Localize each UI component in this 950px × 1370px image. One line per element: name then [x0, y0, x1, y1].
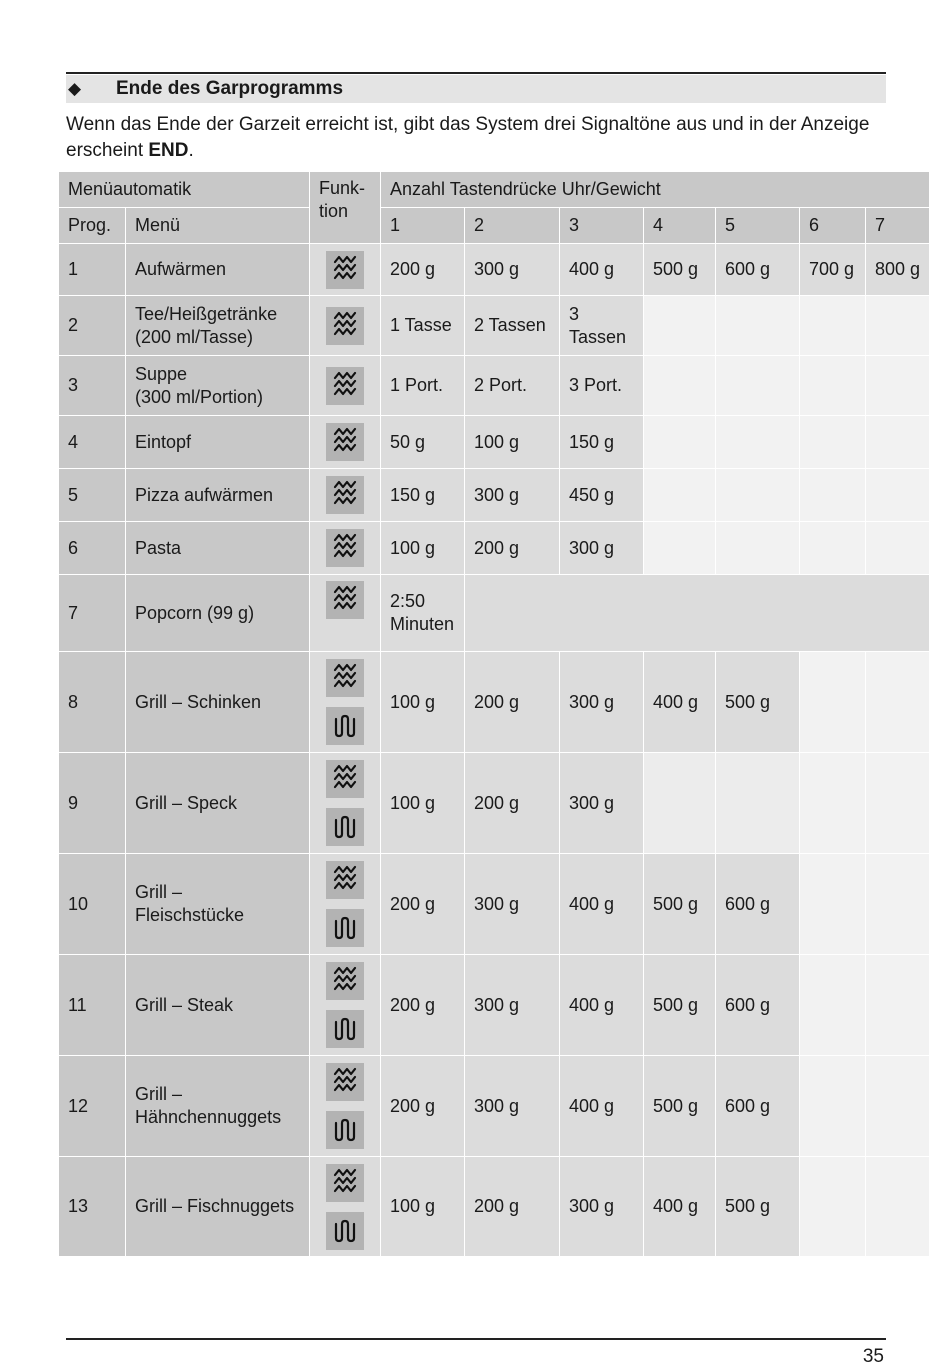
menu-cell: Grill – Speck [126, 753, 310, 854]
empty-cell [800, 652, 866, 753]
value-cell: 1 Port. [381, 356, 465, 416]
prog-cell: 13 [59, 1157, 126, 1257]
menu-cell: Popcorn (99 g) [126, 575, 310, 652]
empty-cell [866, 1157, 930, 1257]
grill-icon [326, 707, 364, 745]
value-cell: 2 Port. [465, 356, 560, 416]
empty-cell [716, 416, 800, 469]
grill-icon [326, 1111, 364, 1149]
value-cell: 300 g [465, 1056, 560, 1157]
value-cell: 100 g [381, 652, 465, 753]
table-row [59, 1157, 930, 1257]
function-cell [310, 575, 381, 652]
header-press-4: 4 [644, 208, 716, 244]
value-cell: 300 g [560, 1157, 644, 1257]
grill-icon [326, 909, 364, 947]
prog-cell: 1 [59, 244, 126, 296]
prog-cell: 5 [59, 469, 126, 522]
value-cell: 1 Tasse [381, 296, 465, 356]
grill-icon [326, 1212, 364, 1250]
menu-cell: Eintopf [126, 416, 310, 469]
empty-cell [866, 469, 930, 522]
value-cell: 100 g [381, 1157, 465, 1257]
value-cell: 300 g [560, 753, 644, 854]
value-cell: 50 g [381, 416, 465, 469]
empty-cell [644, 296, 716, 356]
header-prog: Prog. [59, 208, 126, 244]
header-press-1: 1 [381, 208, 465, 244]
value-cell: 200 g [465, 652, 560, 753]
menu-cell: Suppe (300 ml/Portion) [126, 356, 310, 416]
value-cell: 400 g [560, 244, 644, 296]
function-cell [310, 1157, 381, 1257]
intro-bold-end: END [148, 140, 189, 161]
empty-cell [716, 753, 800, 854]
value-cell: 300 g [465, 854, 560, 955]
value-cell: 100 g [465, 416, 560, 469]
table-row [59, 854, 930, 955]
header-row-2 [59, 208, 930, 244]
function-cell [310, 356, 381, 416]
intro-paragraph [66, 112, 886, 164]
value-cell: 100 g [381, 753, 465, 854]
prog-cell: 3 [59, 356, 126, 416]
table-row [59, 652, 930, 753]
value-cell: 450 g [560, 469, 644, 522]
empty-cell [800, 753, 866, 854]
top-rule [66, 72, 886, 74]
table-row [59, 244, 930, 296]
menu-cell: Grill – Fischnuggets [126, 1157, 310, 1257]
microwave-icon [326, 962, 364, 1000]
value-cell: 400 g [560, 1056, 644, 1157]
value-cell: 2 Tassen [465, 296, 560, 356]
value-cell: 500 g [644, 854, 716, 955]
value-cell: 200 g [465, 1157, 560, 1257]
microwave-icon [326, 367, 364, 405]
value-cell: 400 g [644, 652, 716, 753]
microwave-icon [326, 423, 364, 461]
value-cell: 500 g [644, 1056, 716, 1157]
empty-cell [866, 1056, 930, 1157]
value-cell: 200 g [381, 244, 465, 296]
header-anzahl: Anzahl Tastendrücke Uhr/Gewicht [381, 172, 930, 208]
value-cell: 400 g [644, 1157, 716, 1257]
header-press-5: 5 [716, 208, 800, 244]
microwave-icon [326, 760, 364, 798]
value-cell: 200 g [381, 1056, 465, 1157]
table-row [59, 575, 930, 652]
value-cell: 700 g [800, 244, 866, 296]
empty-cell [800, 955, 866, 1056]
table-row [59, 416, 930, 469]
value-cell: 500 g [644, 244, 716, 296]
page-number: 35 [862, 1346, 884, 1367]
table-row [59, 296, 930, 356]
empty-cell [716, 469, 800, 522]
table-row [59, 955, 930, 1056]
grill-icon [326, 1010, 364, 1048]
value-cell: 150 g [381, 469, 465, 522]
prog-cell: 11 [59, 955, 126, 1056]
empty-cell [800, 356, 866, 416]
empty-cell [644, 416, 716, 469]
value-cell: 2:50 Minuten [381, 575, 465, 652]
empty-cell [644, 753, 716, 854]
prog-cell: 8 [59, 652, 126, 753]
value-cell: 400 g [560, 955, 644, 1056]
value-cell: 600 g [716, 854, 800, 955]
empty-cell [644, 469, 716, 522]
header-press-7: 7 [866, 208, 930, 244]
diamond-bullet-icon: ◆ [68, 79, 82, 98]
empty-cell [800, 522, 866, 575]
empty-cell [800, 416, 866, 469]
value-cell: 100 g [381, 522, 465, 575]
intro-end: . [188, 140, 194, 161]
table-row [59, 753, 930, 854]
function-cell [310, 1056, 381, 1157]
empty-cell [644, 356, 716, 416]
section-heading [66, 75, 886, 103]
table-row [59, 522, 930, 575]
menu-cell: Pizza aufwärmen [126, 469, 310, 522]
empty-cell [866, 416, 930, 469]
empty-cell [716, 522, 800, 575]
function-cell [310, 955, 381, 1056]
empty-cell [866, 652, 930, 753]
value-cell: 500 g [716, 652, 800, 753]
menu-cell: Grill – Schinken [126, 652, 310, 753]
empty-cell [800, 1056, 866, 1157]
microwave-icon [326, 1063, 364, 1101]
header-funktion: Funk- tion [310, 172, 381, 244]
menu-cell: Grill – Steak [126, 955, 310, 1056]
section-title: Ende des Garprogramms [116, 78, 344, 99]
empty-span-cell [465, 575, 930, 652]
empty-cell [866, 356, 930, 416]
value-cell: 300 g [465, 955, 560, 1056]
value-cell: 300 g [465, 244, 560, 296]
menu-cell: Pasta [126, 522, 310, 575]
empty-cell [866, 753, 930, 854]
header-press-3: 3 [560, 208, 644, 244]
function-cell [310, 522, 381, 575]
empty-cell [716, 296, 800, 356]
prog-cell: 2 [59, 296, 126, 356]
menu-cell: Tee/Heißgetränke (200 ml/Tasse) [126, 296, 310, 356]
function-cell [310, 753, 381, 854]
microwave-icon [326, 659, 364, 697]
microwave-icon [326, 581, 364, 619]
table-row [59, 356, 930, 416]
value-cell: 200 g [381, 854, 465, 955]
empty-cell [800, 1157, 866, 1257]
intro-text: Wenn das Ende der Garzeit erreicht ist, gibt das System drei Signaltöne aus und in der Anzeige erscheint [66, 114, 870, 161]
empty-cell [866, 854, 930, 955]
value-cell: 500 g [644, 955, 716, 1056]
bottom-rule [66, 1338, 886, 1340]
grill-icon [326, 808, 364, 846]
empty-cell [716, 356, 800, 416]
microwave-icon [326, 476, 364, 514]
value-cell: 200 g [381, 955, 465, 1056]
table-row [59, 1056, 930, 1157]
value-cell: 600 g [716, 955, 800, 1056]
function-cell [310, 296, 381, 356]
microwave-icon [326, 529, 364, 567]
menu-automatic-table [58, 171, 930, 1257]
function-cell [310, 469, 381, 522]
prog-cell: 4 [59, 416, 126, 469]
value-cell: 150 g [560, 416, 644, 469]
microwave-icon [326, 251, 364, 289]
prog-cell: 7 [59, 575, 126, 652]
value-cell: 600 g [716, 1056, 800, 1157]
header-row-1 [59, 172, 930, 208]
value-cell: 300 g [465, 469, 560, 522]
function-cell [310, 416, 381, 469]
microwave-icon [326, 861, 364, 899]
value-cell: 400 g [560, 854, 644, 955]
empty-cell [866, 522, 930, 575]
empty-cell [800, 469, 866, 522]
function-cell [310, 652, 381, 753]
menu-cell: Grill – Fleischstücke [126, 854, 310, 955]
value-cell: 500 g [716, 1157, 800, 1257]
value-cell: 200 g [465, 753, 560, 854]
value-cell: 3 Tassen [560, 296, 644, 356]
value-cell: 800 g [866, 244, 930, 296]
header-press-6: 6 [800, 208, 866, 244]
prog-cell: 12 [59, 1056, 126, 1157]
table-row [59, 469, 930, 522]
value-cell: 300 g [560, 522, 644, 575]
empty-cell [866, 296, 930, 356]
prog-cell: 6 [59, 522, 126, 575]
microwave-icon [326, 1164, 364, 1202]
value-cell: 3 Port. [560, 356, 644, 416]
menu-cell: Aufwärmen [126, 244, 310, 296]
function-cell [310, 244, 381, 296]
value-cell: 300 g [560, 652, 644, 753]
empty-cell [800, 854, 866, 955]
empty-cell [866, 955, 930, 1056]
header-menu: Menü [126, 208, 310, 244]
menu-cell: Grill – Hähnchennuggets [126, 1056, 310, 1157]
empty-cell [644, 522, 716, 575]
value-cell: 600 g [716, 244, 800, 296]
microwave-icon [326, 307, 364, 345]
function-cell [310, 854, 381, 955]
value-cell: 200 g [465, 522, 560, 575]
empty-cell [800, 296, 866, 356]
header-menuautomatik: Menüautomatik [59, 172, 310, 208]
prog-cell: 9 [59, 753, 126, 854]
prog-cell: 10 [59, 854, 126, 955]
header-press-2: 2 [465, 208, 560, 244]
